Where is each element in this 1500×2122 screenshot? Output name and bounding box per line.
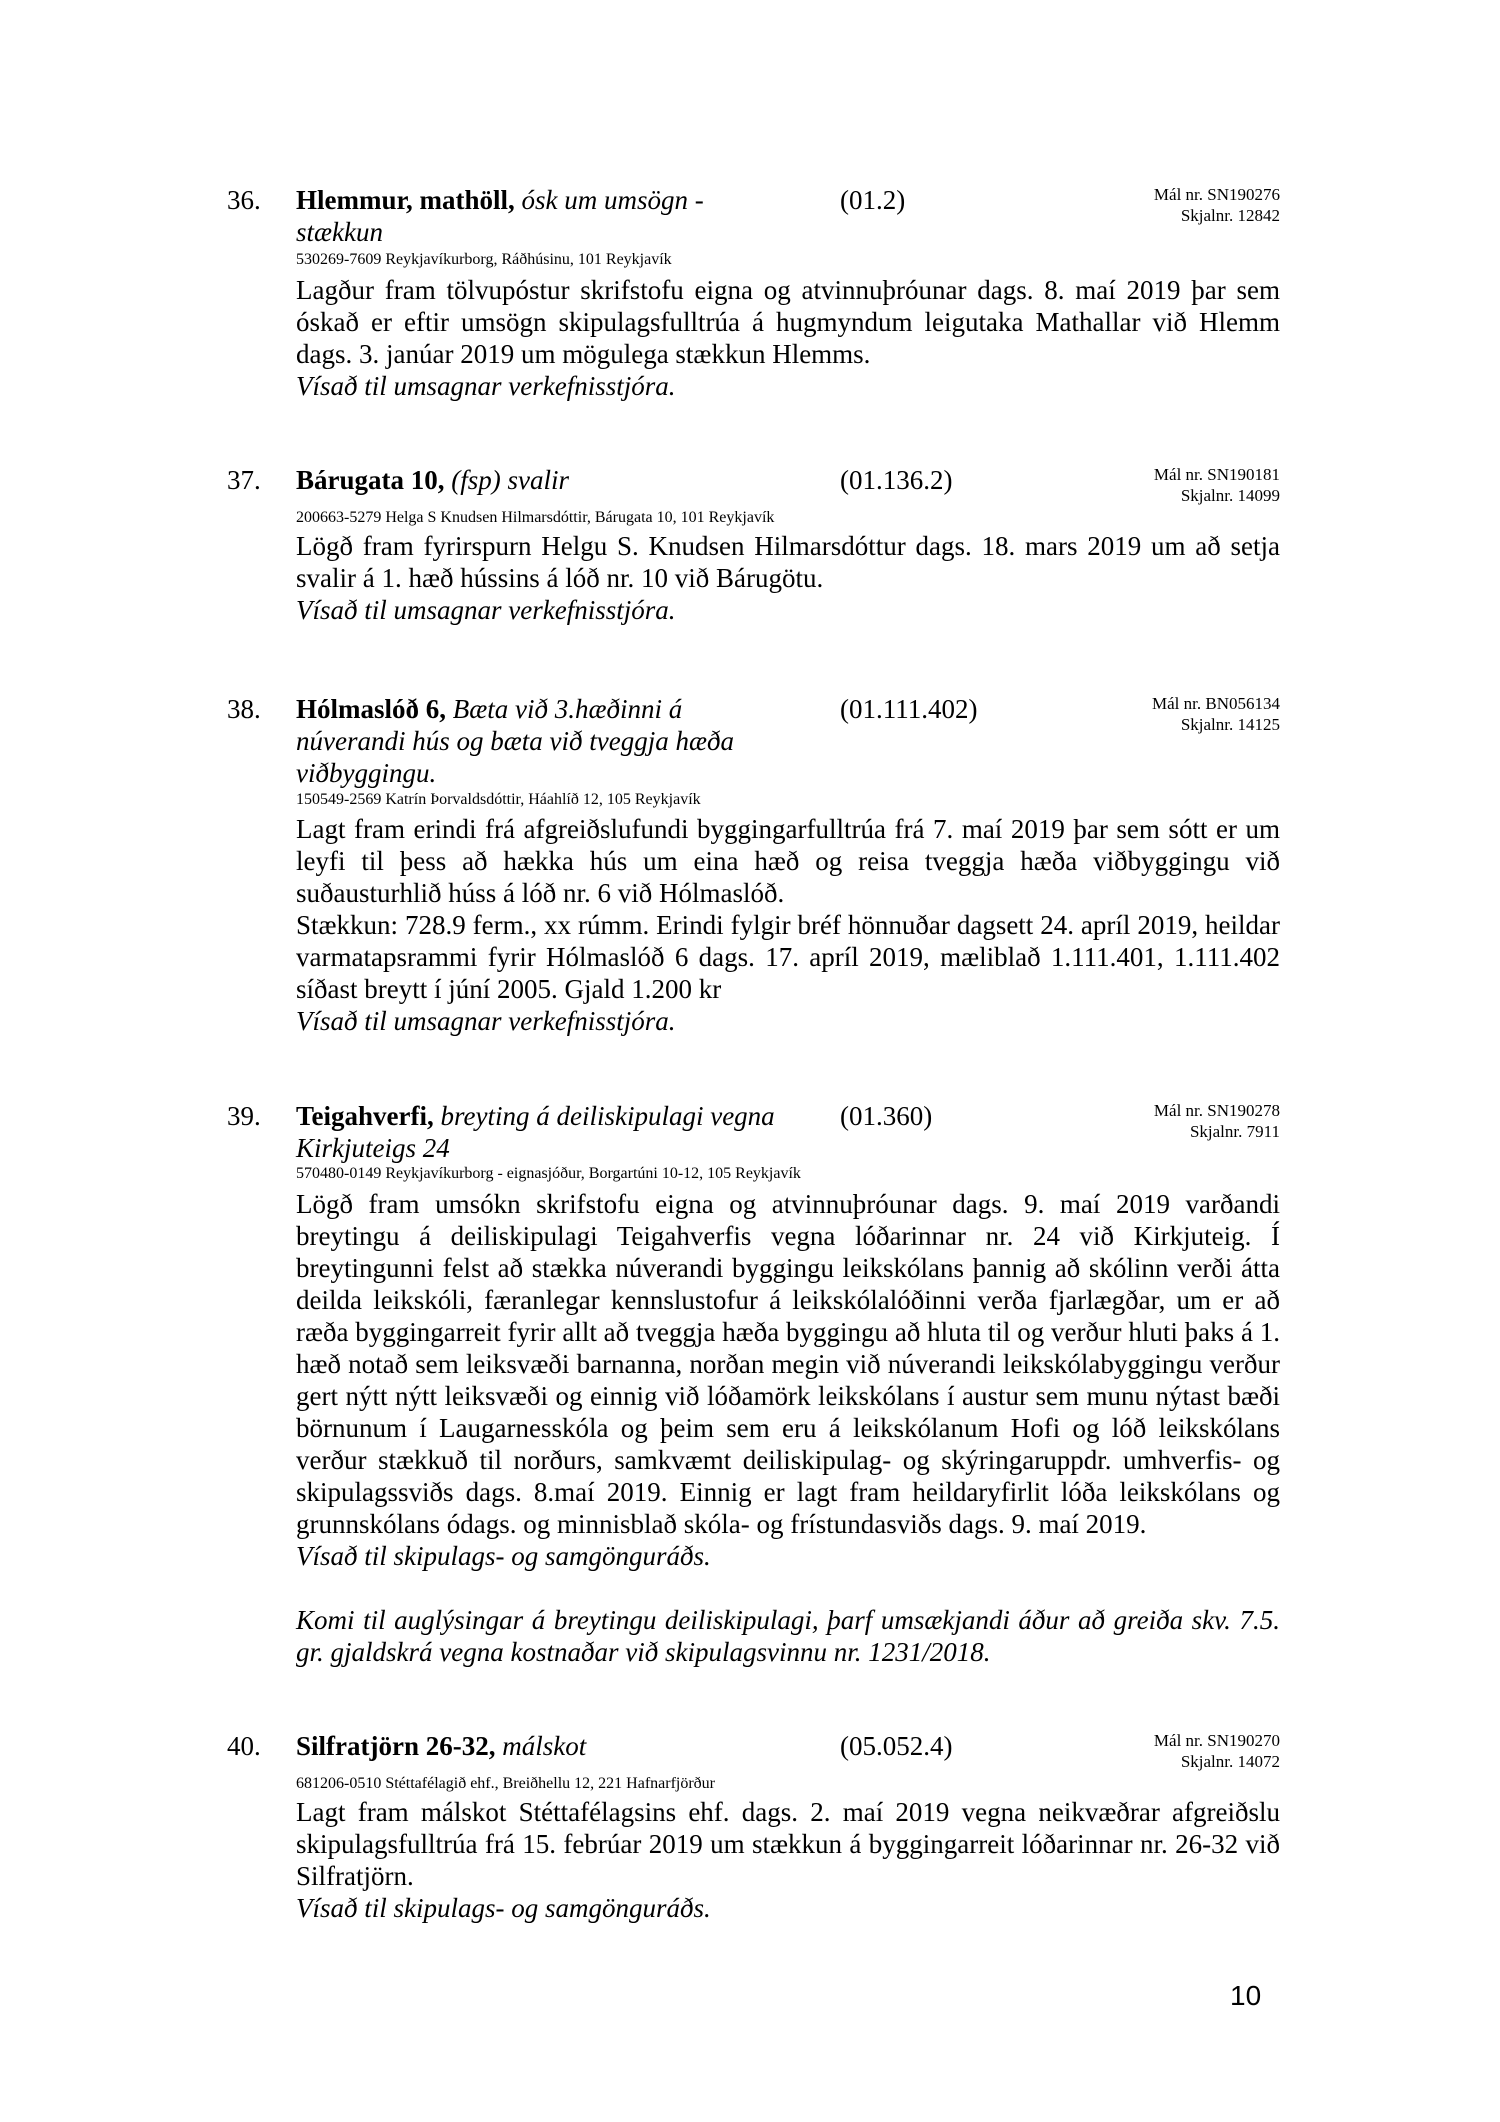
mal-nr: Mál nr. SN190181 — [1153, 465, 1280, 484]
case-title — [296, 184, 786, 248]
case-decision: Vísað til umsagnar verkefnisstjóra. — [296, 595, 676, 625]
mal-nr: Mál nr. BN056134 — [1152, 694, 1280, 713]
case-paragraph: Lagður fram tölvupóstur skrifstofu eigna og atvinnuþróunar dags. 8. maí 2019 þar sem óskað er eftir umsögn skipulagsfulltrúa á hugmyndum leigutaka Mathallar við Hlemm dags. 3. janúar 2019 um mögulega stækkun Hlemms. — [296, 275, 1280, 369]
case-name: Bárugata 10, — [296, 465, 445, 495]
case-paragraph: Lögð fram fyrirspurn Helgu S. Knudsen Hilmarsdóttur dags. 18. mars 2019 um að setja svalir á 1. hæð hússins á lóð nr. 10 við Bárugötu. — [296, 531, 1280, 593]
case-name: Silfratjörn 26-32, — [296, 1731, 496, 1761]
case-body — [296, 530, 1280, 626]
case-number: 38. — [227, 694, 261, 724]
case-number: 40. — [227, 1731, 261, 1761]
case-subject: málskot — [502, 1731, 587, 1761]
case-title — [296, 464, 786, 496]
skjal-nr: Skjalnr. 14125 — [1180, 715, 1280, 734]
skjal-nr: Skjalnr. 14072 — [1180, 1752, 1280, 1771]
skjal-nr: Skjalnr. 12842 — [1180, 206, 1280, 225]
case-number: 36. — [227, 185, 261, 215]
case-decision: Vísað til skipulags- og samgönguráðs. — [296, 1541, 711, 1571]
case-title — [296, 693, 786, 789]
case-name: Hlemmur, mathöll, — [296, 185, 515, 215]
case-applicant: 570480-0149 Reykjavíkurborg - eignasjóður, Borgartúni 10-12, 105 Reykjavík — [296, 1165, 801, 1182]
case-code: (01.360) — [840, 1101, 933, 1131]
case-code: (05.052.4) — [840, 1731, 953, 1761]
case-decision: Vísað til umsagnar verkefnisstjóra. — [296, 1006, 676, 1036]
case-meta — [1040, 464, 1280, 506]
mal-nr: Mál nr. SN190270 — [1153, 1731, 1280, 1750]
case-subject: breyting á deiliskipulagi vegna Kirkjuteigs 24 — [296, 1101, 775, 1163]
mal-nr: Mál nr. SN190278 — [1153, 1101, 1280, 1120]
case-meta — [1040, 184, 1280, 226]
case-decision: Vísað til umsagnar verkefnisstjóra. — [296, 371, 676, 401]
case-code: (01.2) — [840, 185, 906, 215]
case-subject: ósk um umsögn - stækkun — [296, 185, 704, 247]
spacer — [296, 1572, 1280, 1604]
case-paragraph: Stækkun: 728.9 ferm., xx rúmm. Erindi fylgir bréf hönnuðar dagsett 24. apríl 2019, heildar varmatapsrammi fyrir Hólmaslóð 6 dags. 17. apríl 2019, mæliblað 1.111.401, 1.111.402 síðast breytt í júní 2005. Gjald 1.200 kr — [296, 910, 1280, 1004]
case-title — [296, 1730, 786, 1762]
case-body — [296, 1796, 1280, 1924]
case-applicant: 530269-7609 Reykjavíkurborg, Ráðhúsinu, 101 Reykjavík — [296, 251, 672, 268]
skjal-nr: Skjalnr. 14099 — [1180, 486, 1280, 505]
case-applicant: 200663-5279 Helga S Knudsen Hilmarsdóttir, Bárugata 10, 101 Reykjavík — [296, 509, 775, 526]
mal-nr: Mál nr. SN190276 — [1153, 185, 1280, 204]
case-body — [296, 274, 1280, 402]
case-note: Komi til auglýsingar á breytingu deiliskipulagi, þarf umsækjandi áður að greiða skv. 7.5. gr. gjaldskrá vegna kostnaðar við skipulagsvinnu nr. 1231/2018. — [296, 1605, 1280, 1667]
case-number: 37. — [227, 465, 261, 495]
case-body — [296, 1188, 1280, 1668]
case-paragraph: Lögð fram umsókn skrifstofu eigna og atvinnuþróunar dags. 9. maí 2019 varðandi breytingu á deiliskipulagi Teigahverfis vegna lóðarinnar nr. 24 við Kirkjuteig. Í breytingunni felst að stækka núverandi byggingu leikskólans þannig að skólinn verði átta deilda leikskóli, færanlegar kennslustofur á leikskólalóðinni verða fjarlægðar, um er að ræða byggingarreit fyrir allt að tveggja hæða byggingu að hluta til og verður hluti þaks á 1. hæð notað sem leiksvæði barnanna, norðan megin við núverandi leikskólabyggingu verður gert nýtt nýtt leiksvæði og einnig við lóðamörk leikskólans í austur sem munu nýtast bæði börnunum í Laugarnesskóla og þeim sem eru á leikskólanum Hofi og lóð leikskólans verður stækkuð til norðurs, samkvæmt deiliskipulag- og skýringaruppdr. umhverfis- og skipulagssviðs dags. 8.maí 2019. Einnig er lagt fram heildaryfirlit lóða leikskólans og grunnskólans ódags. og minnisblað skóla- og frístundasviðs dags. 9. maí 2019. — [296, 1189, 1280, 1539]
case-meta — [1040, 693, 1280, 735]
case-meta — [1040, 1730, 1280, 1772]
case-paragraph: Lagt fram málskot Stéttafélagsins ehf. dags. 2. maí 2019 vegna neikvæðrar afgreiðslu skipulagsfulltrúa frá 15. febrúar 2019 um stækkun á byggingarreit lóðarinnar nr. 26-32 við Silfratjörn. — [296, 1797, 1280, 1891]
case-applicant: 681206-0510 Stéttafélagið ehf., Breiðhellu 12, 221 Hafnarfjörður — [296, 1775, 715, 1792]
case-subject: (fsp) svalir — [451, 465, 569, 495]
case-number: 39. — [227, 1101, 261, 1131]
case-paragraph: Lagt fram erindi frá afgreiðslufundi byggingarfulltrúa frá 7. maí 2019 þar sem sótt er um leyfi til þess að hækka hús um eina hæð og reisa tveggja hæða viðbyggingu við suðausturhlið húss á lóð nr. 6 við Hólmaslóð. — [296, 814, 1280, 908]
case-title — [296, 1100, 786, 1164]
case-applicant: 150549-2569 Katrín Þorvaldsdóttir, Háahlíð 12, 105 Reykjavík — [296, 791, 701, 808]
case-name: Teigahverfi, — [296, 1101, 434, 1131]
page-number: 10 — [1230, 1980, 1262, 2011]
case-meta — [1040, 1100, 1280, 1142]
case-body — [296, 813, 1280, 1037]
case-decision: Vísað til skipulags- og samgönguráðs. — [296, 1893, 711, 1923]
case-code: (01.136.2) — [840, 465, 953, 495]
skjal-nr: Skjalnr. 7911 — [1189, 1122, 1280, 1141]
case-code: (01.111.402) — [840, 694, 978, 724]
case-subject: Bæta við 3.hæðinni á núverandi hús og bæta við tveggja hæða viðbyggingu. — [296, 694, 734, 788]
case-name: Hólmaslóð 6, — [296, 694, 447, 724]
